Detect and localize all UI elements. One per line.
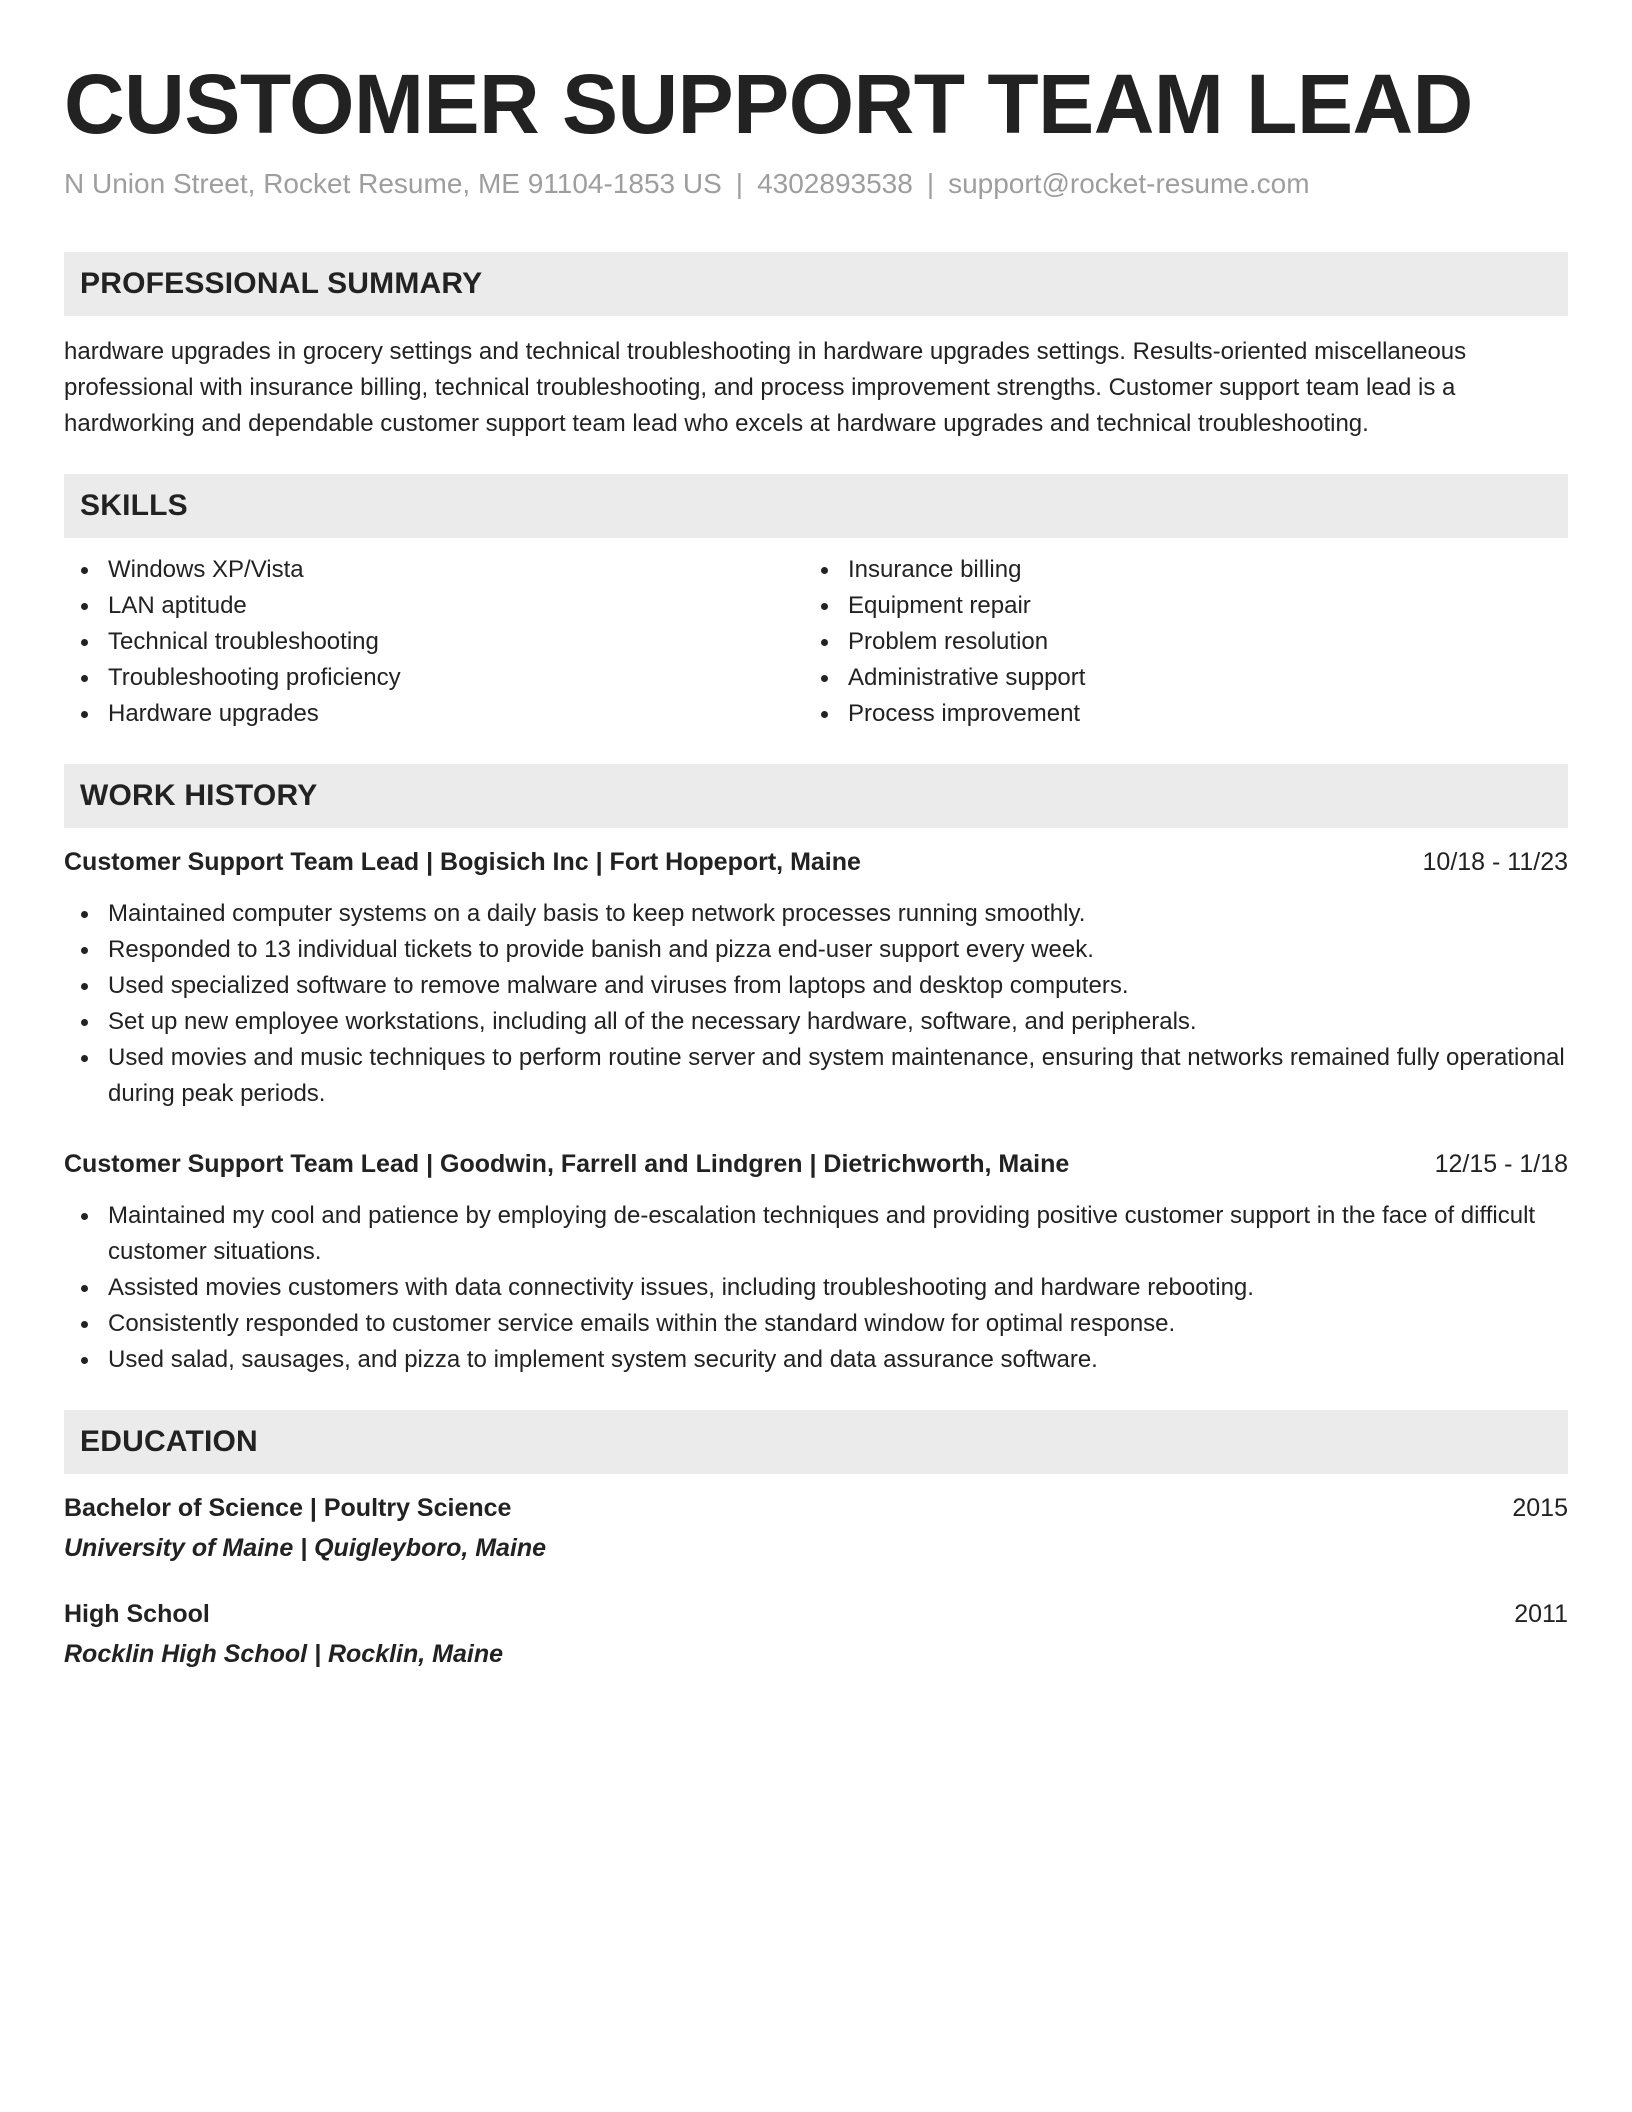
contact-phone: 4302893538	[757, 168, 913, 199]
skill-item: Troubleshooting proficiency	[64, 660, 804, 696]
job-bullet: Responded to 13 individual tickets to provide banish and pizza end-user support every week.	[64, 932, 1568, 968]
education-year: 2015	[1512, 1494, 1568, 1522]
contact-address: N Union Street, Rocket Resume, ME 91104-1853 US	[64, 168, 722, 199]
job-heading-row	[64, 1146, 1568, 1182]
education-entry	[64, 1596, 1568, 1672]
contact-line	[64, 166, 1568, 202]
job-title: Customer Support Team Lead | Goodwin, Farrell and Lindgren | Dietrichworth, Maine	[64, 1150, 1070, 1178]
skills-column-right	[804, 552, 1544, 732]
education-degree: High School	[64, 1600, 210, 1628]
education-entry	[64, 1490, 1568, 1566]
job-bullet: Maintained my cool and patience by employing de-escalation techniques and providing positive customer support in the face of difficult customer situations.	[64, 1198, 1568, 1270]
job-bullet: Used specialized software to remove malware and viruses from laptops and desktop computers.	[64, 968, 1568, 1004]
job-bullets	[64, 1198, 1568, 1378]
skill-item: Problem resolution	[804, 624, 1544, 660]
education-heading-row	[64, 1596, 1568, 1632]
skill-item: LAN aptitude	[64, 588, 804, 624]
job-bullet: Set up new employee workstations, including all of the necessary hardware, software, and peripherals.	[64, 1004, 1568, 1040]
contact-email[interactable]: support@rocket-resume.com	[948, 168, 1310, 199]
section-header-skills: SKILLS	[64, 474, 1568, 538]
skills-list	[64, 552, 1568, 732]
skill-item: Hardware upgrades	[64, 696, 804, 732]
job-title: Customer Support Team Lead | Bogisich Inc | Fort Hopeport, Maine	[64, 848, 861, 876]
skills-column-left	[64, 552, 804, 732]
education-degree: Bachelor of Science | Poultry Science	[64, 1494, 512, 1522]
job-bullet: Maintained computer systems on a daily basis to keep network processes running smoothly.	[64, 896, 1568, 932]
education-school: University of Maine | Quigleyboro, Maine	[64, 1534, 547, 1562]
skill-item: Process improvement	[804, 696, 1544, 732]
education-year: 2011	[1514, 1600, 1568, 1628]
section-header-summary: PROFESSIONAL SUMMARY	[64, 252, 1568, 316]
job-bullet: Consistently responded to customer service emails within the standard window for optimal response.	[64, 1306, 1568, 1342]
skill-item: Equipment repair	[804, 588, 1544, 624]
job-entry	[64, 844, 1568, 1112]
skill-item: Windows XP/Vista	[64, 552, 804, 588]
job-bullets	[64, 896, 1568, 1112]
job-dates: 12/15 - 1/18	[1434, 1150, 1568, 1178]
skill-item: Technical troubleshooting	[64, 624, 804, 660]
contact-separator: |	[926, 168, 935, 199]
education-school: Rocklin High School | Rocklin, Maine	[64, 1640, 503, 1668]
job-bullet: Used salad, sausages, and pizza to implement system security and data assurance software.	[64, 1342, 1568, 1378]
section-header-education: EDUCATION	[64, 1410, 1568, 1474]
contact-separator: |	[735, 168, 744, 199]
job-heading-row	[64, 844, 1568, 880]
education-heading-row	[64, 1490, 1568, 1526]
skill-item: Administrative support	[804, 660, 1544, 696]
job-bullet: Assisted movies customers with data connectivity issues, including troubleshooting and hardware rebooting.	[64, 1270, 1568, 1306]
job-entry	[64, 1146, 1568, 1378]
summary-text: hardware upgrades in grocery settings and technical troubleshooting in hardware upgrades settings. Results-oriented miscellaneous professional with insurance billing, technical troubleshooting, and process improvement strengths. Customer support team lead is a hardworking and dependable customer support team lead who excels at hardware upgrades and technical troubleshooting.	[64, 338, 1467, 437]
skill-item: Insurance billing	[804, 552, 1544, 588]
job-bullet: Used movies and music techniques to perform routine server and system maintenance, ensuring that networks remained fully operational during peak periods.	[64, 1040, 1568, 1112]
resume-name: CUSTOMER SUPPORT TEAM LEAD	[64, 57, 1473, 151]
job-dates: 10/18 - 11/23	[1422, 848, 1568, 876]
section-header-work-history: WORK HISTORY	[64, 764, 1568, 828]
